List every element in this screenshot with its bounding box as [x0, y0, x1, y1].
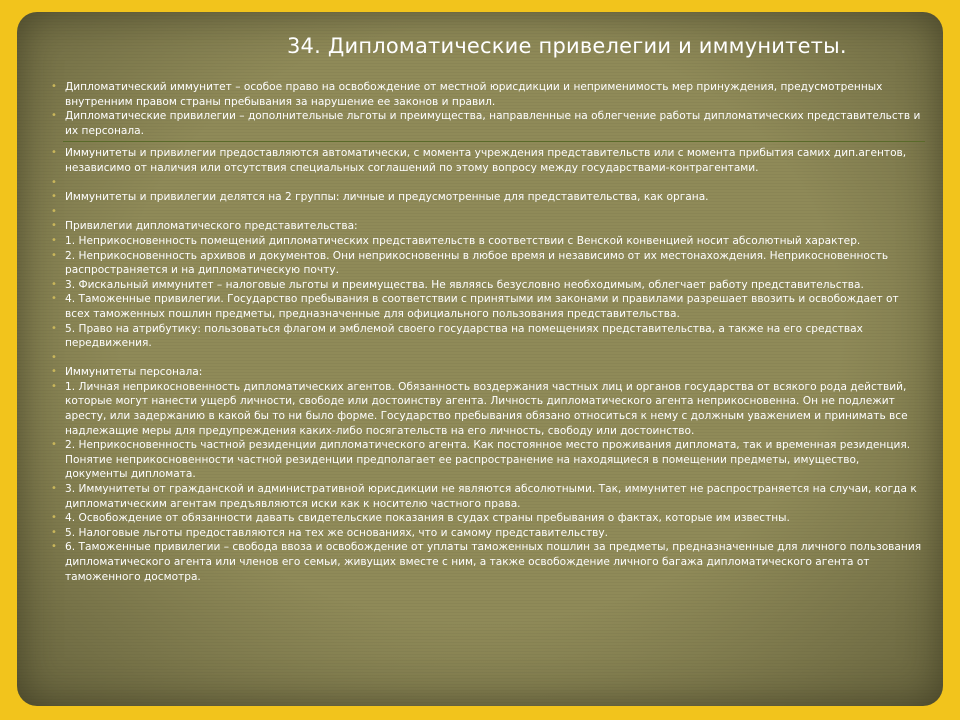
slide-title: 34. Дипломатические привелегии и иммунитеты. — [287, 34, 847, 58]
paragraph-groups: • Иммунитеты и привилегии делятся на 2 группы: личные и предусмотренные для представительства, как органа. — [53, 190, 925, 205]
divider-line — [63, 141, 925, 142]
rep-privilege-item: • 2. Неприкосновенность архивов и документов. Они неприкосновенны в любое время и независимо от их местонахождения. Неприкосновенность распространяется и на дипломатическую почту. — [53, 249, 925, 278]
empty-bullet — [53, 176, 925, 191]
staff-immunity-item: • 5. Налоговые льготы предоставляются на тех же основаниях, что и самому представительству. — [53, 526, 925, 541]
empty-bullet — [53, 205, 925, 220]
rep-privilege-item: • 5. Право на атрибутику: пользоваться флагом и эмблемой своего государства на помещениях представительства, а также на его средствах передвижения. — [53, 322, 925, 351]
staff-immunity-item: • 1. Личная неприкосновенность дипломатических агентов. Обязанность воздержания частных лиц и органов государства от всякого рода действий, которые могут нанести ущерб личности, свободе или достоинству агента. Личность дипломатического агента неприкосновенна. Он не подлежит аресту, или задержанию в какой бы то ни было форме. Государство пребывания обязано относиться к нему с должным уважением и принимать все надлежащие меры для предупреждения каких-либо посягательств на его личность, свободу или достоинство. — [53, 380, 925, 438]
definition-immunity: • Дипломатический иммунитет – особое право на освобождение от местной юрисдикции и неприменимость мер принуждения, предусмотренных внутренним правом страны пребывания за нарушение ее законов и правил. — [53, 80, 925, 109]
rep-privilege-item: • 4. Таможенные привилегии. Государство пребывания в соответствии с принятыми им законами и правилами разрешает ввозить и освобождает от всех таможенных пошлин предметы, предназначенные для официального пользования представительства. — [53, 292, 925, 321]
staff-immunity-item: • 3. Иммунитеты от гражданской и административной юрисдикции не являются абсолютными. Так, иммунитет не распространяется на случаи, когда к дипломатическим агентам предъявляются иски как к носителю частного права. — [53, 482, 925, 511]
slide-content — [53, 80, 925, 584]
staff-immunities-heading: • Иммунитеты персонала: — [53, 365, 925, 380]
slide — [17, 12, 943, 706]
staff-immunity-item: • 2. Неприкосновенность частной резиденции дипломатического агента. Как постоянное место проживания дипломата, так и временная резиденция. Понятие неприкосновенности частной резиденции предполагает ее распространение на находящиеся в помещении предметы, имущество, документы дипломата. — [53, 438, 925, 482]
rep-privileges-heading: • Привилегии дипломатического представительства: — [53, 219, 925, 234]
empty-bullet — [53, 351, 925, 366]
staff-immunity-item: • 6. Таможенные привилегии – свобода ввоза и освобождение от уплаты таможенных пошлин за предметы, предназначенные для личного пользования дипломатического агента или членов его семьи, живущих вместе с ним, а также освобождение личного багажа дипломатического агента от таможенного досмотра. — [53, 540, 925, 584]
paragraph-automatic: • Иммунитеты и привилегии предоставляются автоматически, с момента учреждения представительств или с момента прибытия самих дип.агентов, независимо от наличия или отсутствия специальных соглашений по этому вопросу между государствами-контрагентами. — [53, 146, 925, 175]
staff-immunity-item: • 4. Освобождение от обязанности давать свидетельские показания в судах страны пребывания о фактах, которые им известны. — [53, 511, 925, 526]
rep-privilege-item: • 1. Неприкосновенность помещений дипломатических представительств в соответствии с Венской конвенцией носит абсолютный характер. — [53, 234, 925, 249]
definition-privileges: • Дипломатические привилегии – дополнительные льготы и преимущества, направленные на облегчение работы дипломатических представительств и их персонала. — [53, 109, 925, 138]
rep-privilege-item: • 3. Фискальный иммунитет – налоговые льготы и преимущества. Не являясь безусловно необходимым, облегчает работу представительства. — [53, 278, 925, 293]
